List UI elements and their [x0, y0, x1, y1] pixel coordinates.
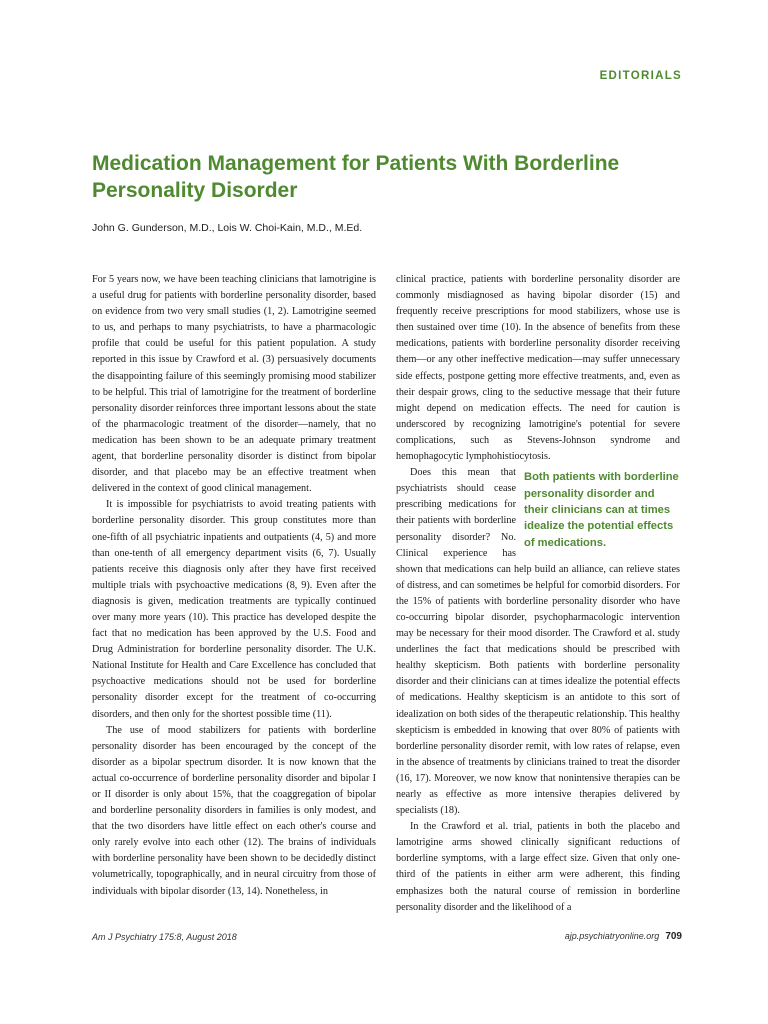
paragraph: The use of mood stabilizers for patients with borderline personality disorder has been encouraged by the concept of the disorder as a bipolar spectrum disorder. It is now known that the actual co-occurrence of borderline personality disorder and bipolar I or II disorder is only about 15%, that the coaggregation of bipolar and borderline personality disorders in families is only modest, and that the two disorders have little effect on each other's course and only rarely evolve into each other (12). The brains of individuals with borderline personality have been shown to be decidedly distinct volumetrically, topographically, and in neural circuitry from those of individuals with bipolar disorder (13, 14). Nonetheless, in	[92, 724, 376, 897]
pull-quote: Both patients with borderline personality disorder and their clinicians can at times idealize the potential effects of medications.	[524, 471, 679, 549]
page-footer	[565, 931, 682, 942]
article-title: Medication Management for Patients With Borderline Personality Disorder	[92, 152, 620, 202]
paragraph: It is impossible for psychiatrists to avoid treating patients with borderline personality disorder. This group constitutes more than one-fifth of all psychiatric inpatients and outpatients (4, 5) and more than one-tenth of all emergency department visits (6, 7). Usually patients receive this diagnosis only after they have first received multiple trials with psychoactive medications (8, 9). Even after the diagnosis is given, medication treatments are typically continued over many more years (10). This practice has developed despite the fact that no medication has been approved by the U.S. Food and Drug Administration for borderline personality disorder. The U.K. National Institute for Health and Care Excellence has concluded that psychoactive medications should not be used for borderline personality disorder except for the treatment of co-occurring disorders, and then only for the shortest possible time (11).	[92, 499, 376, 720]
paragraph: Does this mean that psychiatrists should cease prescribing medications for their patients with borderline personality disorder? No. Clinical experience has shown that medications can help build an alliance, can relieve states of distress, and can sometimes be helpful for comorbid disorders. For the 15% of patients with borderline personality disorder who have co-occurring bipolar disorder, psychopharmacologic intervention may be necessary for their mood disorder. The Crawford et al. study underlines the fact that medications should be prescribed with healthy skepticism. Both patients with borderline personality disorder and their clinicians can at times idealize the potential effects of medications. Healthy skepticism is an antidote to this sort of idealization on both sides of the therapeutic relationship. This healthy skepticism is embedded in knowing that over 80% of patients with borderline personality disorder remit, with low rates of relapse, even in the absence of treatments by clinicians trained to treat the disorder (16, 17). Moreover, we now know that nonintensive therapies can be nearly as effective as more intensive therapies delivered by specialists (18).	[396, 467, 680, 817]
page-number: 709	[665, 931, 682, 942]
author-list: John G. Gunderson, M.D., Lois W. Choi-Kain, M.D., M.Ed.	[92, 222, 363, 234]
section-label: EDITORIALS	[599, 70, 682, 82]
journal-citation: Am J Psychiatry 175:8, August 2018	[92, 932, 237, 942]
journal-url: ajp.psychiatryonline.org	[564, 931, 660, 941]
paragraph: clinical practice, patients with borderline personality disorder are commonly misdiagnosed as having bipolar disorder (15) and frequently receive prescriptions for mood stabilizers, whose use is then sustained over time (10). In the absence of benefits from these medications, patients with borderline personality disorder receiving them—or any other ineffective medication—may suffer unnecessary side effects, postpone getting more effective treatments, and, even as their despair grows, cling to the seductive message that their future might depend on medication effects. The need for caution is underscored by recognizing lamotrigine's potential for severe complications, such as Stevens-Johnson syndrome and hemophagocytic lymphohistiocytosis.	[396, 274, 680, 463]
paragraph: In the Crawford et al. trial, patients in both the placebo and lamotrigine arms showed clinically significant reductions of borderline symptoms, with a large effect size. Given that only one-third of the patients in either arm were adherent, this finding emphasizes both the natural course of remission in borderline personality disorder and the likelihood of a	[396, 821, 680, 913]
right-column	[396, 272, 680, 916]
left-column	[92, 272, 376, 900]
paragraph: For 5 years now, we have been teaching clinicians that lamotrigine is a useful drug for patients with borderline personality disorder, based on evidence from two very small studies (1, 2). Lamotrigine seemed to us, and perhaps to many psychiatrists, to have a pharmacologic profile that could be useful for this patient population. A study reported in this issue by Crawford et al. (3) persuasively documents the disappointing failure of this seemingly promising mood stabilizer to be helpful. This trial of lamotrigine for the treatment of borderline personality disorder reinforces three important lessons about the state of the pharmacologic treatment of the disorder—namely, that no medication has been shown to be an adequate primary treatment agent, that borderline personality disorder is distinct from bipolar disorder, and that placebo may be an effective treatment when delivered in the context of good clinical management.	[92, 274, 376, 495]
